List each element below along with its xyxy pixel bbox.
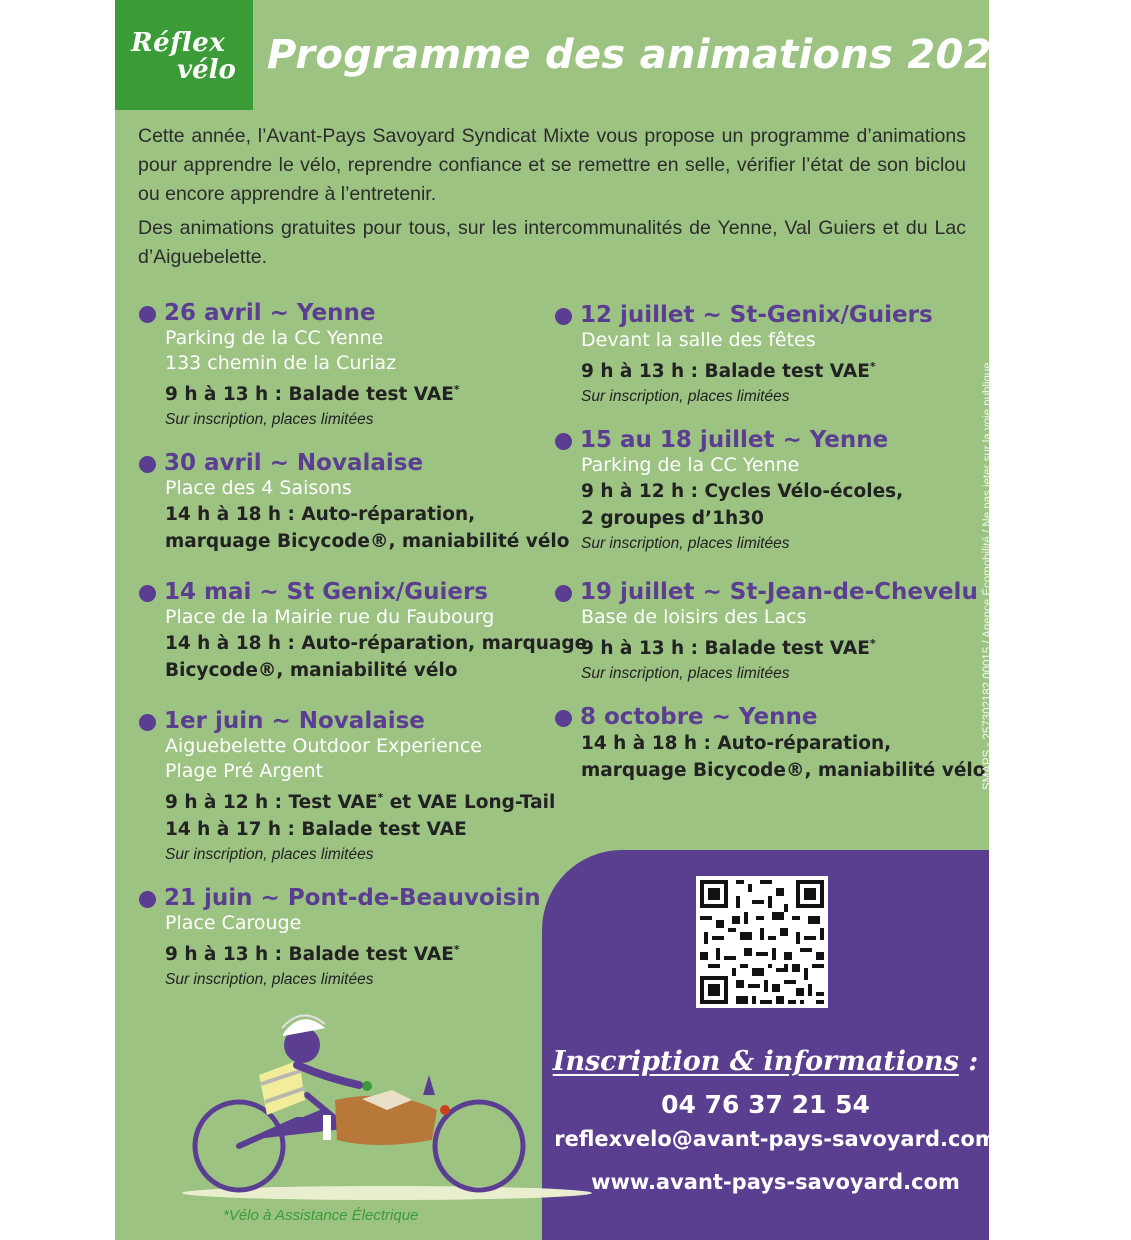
legal-mention: SMAPS - 257302182 00015 / Agence Écomobilité / Ne pas jeter sur la voie publique xyxy=(982,362,994,790)
poster xyxy=(115,0,1020,1240)
bullet-icon xyxy=(555,585,572,602)
event-activity: 9 h à 13 h : Balade test VAE* xyxy=(165,383,460,406)
bullet-icon xyxy=(139,585,156,602)
event-place: Parking de la CC Yenne xyxy=(165,327,384,349)
event-item xyxy=(139,450,569,555)
event-item xyxy=(555,427,903,556)
event-activity: marquage Bicycode®, maniabilité vélo xyxy=(581,760,986,781)
event-place: Parking de la CC Yenne xyxy=(581,454,800,476)
event-place: Place Carouge xyxy=(165,912,302,934)
event-heading: 12 juillet ~ St-Genix/Guiers xyxy=(580,302,933,328)
event-activity: 14 h à 18 h : Auto-réparation, xyxy=(165,504,476,525)
email-link[interactable]: reflexvelo@avant-pays-savoyard.com xyxy=(554,1127,997,1151)
event-place: Base de loisirs des Lacs xyxy=(581,606,807,628)
event-heading: 21 juin ~ Pont-de-Beauvoisin xyxy=(164,885,541,911)
event-note: Sur inscription, places limitées xyxy=(581,388,790,406)
event-activity: 9 h à 13 h : Balade test VAE* xyxy=(165,943,460,966)
footnote: *Vélo à Assistance Électrique xyxy=(223,1207,419,1224)
event-item xyxy=(139,579,587,684)
page-title: Programme des animations 2025 xyxy=(267,32,1020,78)
event-note: Sur inscription, places limitées xyxy=(165,971,374,989)
phone-number[interactable]: 04 76 37 21 54 xyxy=(661,1090,870,1119)
event-item xyxy=(555,302,933,409)
event-note: Sur inscription, places limitées xyxy=(581,665,790,683)
event-activity: Bicycode®, maniabilité vélo xyxy=(165,660,458,681)
event-note: Sur inscription, places limitées xyxy=(165,411,374,429)
qr-code-icon[interactable] xyxy=(696,876,828,1008)
event-heading: 26 avril ~ Yenne xyxy=(164,300,376,326)
event-note: Sur inscription, places limitées xyxy=(165,846,374,864)
reflex-velo-logo xyxy=(115,0,253,110)
event-place: Devant la salle des fêtes xyxy=(581,329,816,351)
event-activity: 14 h à 18 h : Auto-réparation, xyxy=(581,733,892,754)
event-heading: 1er juin ~ Novalaise xyxy=(164,708,425,734)
event-heading: 15 au 18 juillet ~ Yenne xyxy=(580,427,889,453)
event-place: Place de la Mairie rue du Faubourg xyxy=(165,606,495,628)
intro-paragraph-1: Cette année, l’Avant-Pays Savoyard Syndicat Mixte vous propose un programme d’animations pour apprendre le vélo, reprendre confiance et se remettre en selle, vérifier l’état de son biclou ou encore apprendre à l’entretenir. xyxy=(138,125,966,205)
event-activity: 9 h à 13 h : Balade test VAE* xyxy=(581,637,876,660)
event-activity: 14 h à 18 h : Auto-réparation, marquage xyxy=(165,633,588,654)
event-heading: 8 octobre ~ Yenne xyxy=(580,704,818,730)
event-place: Aiguebelette Outdoor Experience xyxy=(165,735,482,757)
event-activity: 9 h à 13 h : Balade test VAE* xyxy=(581,360,876,383)
bullet-icon xyxy=(555,710,572,727)
event-activity: 14 h à 17 h : Balade test VAE xyxy=(165,819,467,841)
event-activity: 9 h à 12 h : Test VAE* et VAE Long-Tail xyxy=(165,791,556,814)
qr-code-graphic xyxy=(696,876,828,1008)
event-activity: 9 h à 12 h : Cycles Vélo-écoles, xyxy=(581,481,904,502)
info-panel xyxy=(542,850,997,1240)
logo-line1: Réflex xyxy=(131,28,226,58)
info-title: Inscription & informations : xyxy=(552,1046,979,1077)
event-activity: marquage Bicycode®, maniabilité vélo xyxy=(165,531,570,552)
bullet-icon xyxy=(555,433,572,450)
event-item xyxy=(139,885,541,992)
bullet-icon xyxy=(555,308,572,325)
website-link[interactable]: www.avant-pays-savoyard.com xyxy=(591,1170,960,1194)
event-place: Plage Pré Argent xyxy=(165,760,324,782)
event-heading: 19 juillet ~ St-Jean-de-Chevelu xyxy=(580,579,978,605)
event-place: Place des 4 Saisons xyxy=(165,477,352,499)
intro-paragraph-2: Des animations gratuites pour tous, sur les intercommunalités de Yenne, Val Guiers et du Lac d’Aiguebelette. xyxy=(138,217,966,268)
event-heading: 14 mai ~ St Genix/Guiers xyxy=(164,579,488,605)
bullet-icon xyxy=(139,456,156,473)
event-heading: 30 avril ~ Novalaise xyxy=(164,450,424,476)
event-note: Sur inscription, places limitées xyxy=(581,535,790,552)
bullet-icon xyxy=(139,891,156,908)
event-item xyxy=(139,300,460,432)
bullet-icon xyxy=(139,306,156,323)
intro-text xyxy=(138,122,966,277)
cargo-bike-illustration-icon xyxy=(187,1000,607,1205)
event-item xyxy=(555,579,978,686)
event-item xyxy=(139,708,555,867)
event-item xyxy=(555,704,985,784)
bullet-icon xyxy=(139,714,156,731)
event-activity: 2 groupes d’1h30 xyxy=(581,508,764,529)
logo-line2: vélo xyxy=(177,55,236,85)
event-place: 133 chemin de la Curiaz xyxy=(165,352,397,374)
